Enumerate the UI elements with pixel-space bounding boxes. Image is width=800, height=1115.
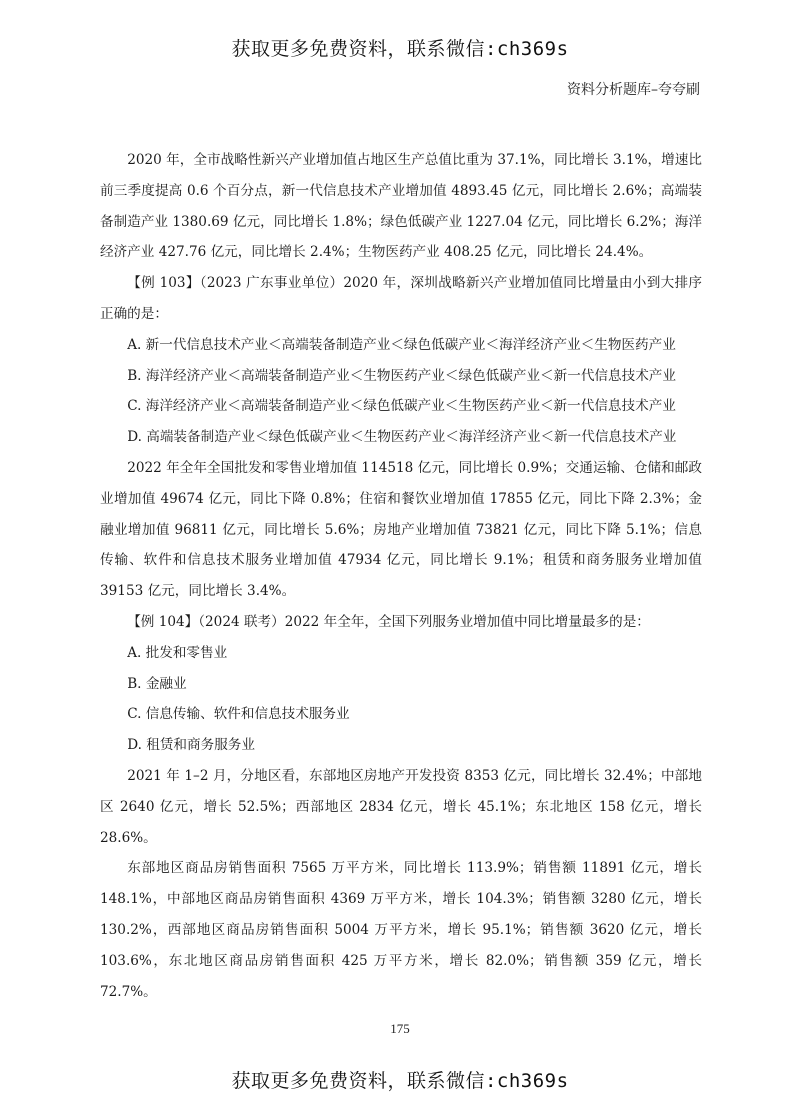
- running-header: 资料分析题库–夸夸刷: [567, 82, 700, 98]
- question-103-option-d: D. 高端装备制造产业＜绿色低碳产业＜生物医药产业＜海洋经济产业＜新一代信息技术产业: [127, 429, 677, 446]
- question-104-option-c: C. 信息传输、软件和信息技术服务业: [127, 706, 350, 723]
- question-103-option-c: C. 海洋经济产业＜高端装备制造产业＜绿色低碳产业＜生物医药产业＜新一代信息技术产业: [127, 398, 676, 415]
- question-104-option-b: B. 金融业: [127, 675, 187, 692]
- passage-real-estate-investment: 2021 年 1–2 月，分地区看，东部地区房地产开发投资 8353 亿元，同比增长 32.4%；中部地区 2640 亿元，增长 52.5%；西部地区 2834 亿元，增长 45.1%；东北地区 158 亿元，增长 28.6%。: [100, 767, 702, 846]
- passage-housing-sales: 东部地区商品房销售面积 7565 万平方米，同比增长 113.9%；销售额 11891 亿元，增长 148.1%，中部地区商品房销售面积 4369 万平方米，增长 104.3%；销售额 3280 亿元，增长 130.2%，西部地区商品房销售面积 5004 万平方米，增长 95.1%；销售额 3620 亿元，增长 103.6%，东北地区商品房销售面积 425 万平方米，增长 82.0%；销售额 359 亿元，增长 72.7%。: [100, 860, 702, 1000]
- question-104-option-d: D. 租赁和商务服务业: [127, 737, 255, 754]
- question-103-option-b: B. 海洋经济产业＜高端装备制造产业＜生物医药产业＜绿色低碳产业＜新一代信息技术产业: [127, 367, 676, 384]
- page-number: 175: [390, 1021, 410, 1036]
- page-content: [100, 145, 702, 1007]
- passage-services-value-added: 2022 年全年全国批发和零售业增加值 114518 亿元，同比增长 0.9%；交通运输、仓储和邮政业增加值 49674 亿元，同比下降 0.8%；住宿和餐饮业增加值 17855 亿元，同比下降 2.3%；金融业增加值 96811 亿元，同比增长 5.6%；房地产业增加值 73821 亿元，同比下降 5.1%；信息传输、软件和信息技术服务业增加值 47934 亿元，同比增长 9.1%；租赁和商务服务业增加值 39153 亿元，同比增长 3.4%。: [100, 459, 702, 600]
- question-104-stem: 【例 104】（2024 联考）2022 年全年，全国下列服务业增加值中同比增量最多的是：: [127, 613, 650, 630]
- question-103-option-a: A. 新一代信息技术产业＜高端装备制造产业＜绿色低碳产业＜海洋经济产业＜生物医药产业: [127, 336, 676, 353]
- watermark-top: 获取更多免费资料，联系微信:ch369s: [231, 38, 569, 60]
- question-104-option-a: A. 批发和零售业: [127, 644, 228, 661]
- passage-strategic-industries: 2020 年，全市战略性新兴产业增加值占地区生产总值比重为 37.1%，同比增长 3.1%，增速比前三季度提高 0.6 个百分点，新一代信息技术产业增加值 4893.45 亿元，同比增长 2.6%；高端装备制造产业 1380.69 亿元，同比增长 1.8%；绿色低碳产业 1227.04 亿元，同比增长 6.2%；海洋经济产业 427.76 亿元，同比增长 2.4%；生物医药产业 408.25 亿元，同比增长 24.4%。: [100, 152, 702, 261]
- watermark-bottom: 获取更多免费资料，联系微信:ch369s: [231, 1070, 569, 1092]
- question-103-stem: 【例 103】（2023 广东事业单位）2020 年，深圳战略新兴产业增加值同比增量由小到大排序正确的是：: [100, 275, 702, 322]
